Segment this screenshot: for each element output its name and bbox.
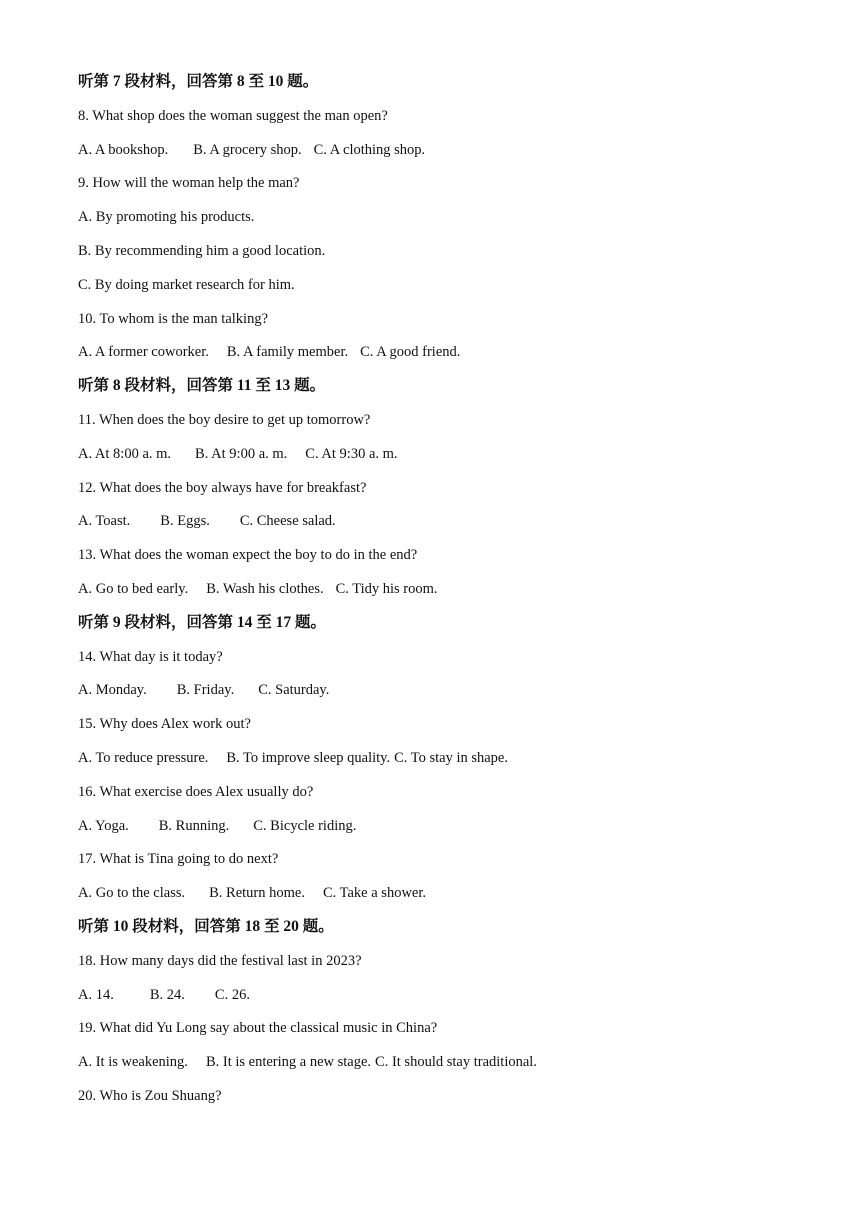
answer-option: B. A family member.	[226, 344, 349, 361]
answer-option: C. A good friend.	[360, 344, 461, 361]
answer-option: A. By promoting his products.	[78, 209, 255, 226]
question-text: 14. What day is it today?	[78, 648, 223, 665]
question-text: 16. What exercise does Alex usually do?	[78, 783, 314, 800]
answer-option: B. By recommending him a good location.	[78, 242, 326, 259]
answer-option: A. Toast.	[78, 513, 131, 530]
question-text: 17. What is Tina going to do next?	[78, 851, 279, 868]
answer-option: A. A bookshop.	[78, 141, 169, 158]
answer-option: A. Yoga.	[78, 817, 129, 834]
answer-option: C. Tidy his room.	[335, 580, 438, 597]
options-row	[78, 511, 818, 545]
section-heading: 听第 8 段材料，回答第 11 至 13 题。	[78, 377, 326, 395]
question-text: 19. What did Yu Long say about the classical music in China?	[78, 1020, 438, 1037]
answer-option: C. Cheese salad.	[239, 513, 336, 530]
options-row	[78, 883, 818, 917]
answer-option: C. At 9:30 a. m.	[305, 445, 398, 462]
options-row	[78, 1052, 818, 1086]
question-text: 18. How many days did the festival last in 2023?	[78, 952, 362, 969]
section-heading: 听第 7 段材料，回答第 8 至 10 题。	[78, 73, 319, 90]
question-text: 9. How will the woman help the man?	[78, 175, 300, 192]
options-row	[78, 748, 818, 782]
answer-option: C. To stay in shape.	[394, 749, 508, 766]
answer-option: B. Return home.	[209, 885, 305, 902]
answer-option: C. It should stay traditional.	[375, 1054, 537, 1071]
options-row	[78, 444, 818, 478]
answer-option: C. 26.	[214, 986, 250, 1003]
options-row	[78, 140, 818, 174]
answer-option: B. Friday.	[176, 682, 235, 699]
answer-option: C. Bicycle riding.	[253, 817, 357, 834]
document-page	[78, 72, 818, 1120]
question-text: 15. Why does Alex work out?	[78, 716, 251, 733]
answer-option: C. Saturday.	[258, 682, 330, 699]
answer-option: A. Go to the class.	[78, 885, 186, 902]
answer-option: A. Monday.	[78, 682, 147, 699]
answer-option: A. It is weakening.	[78, 1054, 188, 1071]
answer-option: B. Running.	[158, 817, 230, 834]
answer-option: A. 14.	[78, 986, 114, 1003]
options-row	[78, 579, 818, 613]
answer-option: A. At 8:00 a. m.	[78, 445, 172, 462]
options-row	[78, 985, 818, 1019]
question-text: 10. To whom is the man talking?	[78, 310, 269, 327]
answer-option: A. Go to bed early.	[78, 580, 189, 597]
question-text: 8. What shop does the woman suggest the man open?	[78, 107, 388, 124]
answer-option: B. Eggs.	[160, 513, 210, 530]
question-text: 12. What does the boy always have for breakfast?	[78, 479, 367, 496]
answer-option: B. It is entering a new stage.	[205, 1054, 372, 1071]
answer-option: B. To improve sleep quality.	[226, 749, 391, 766]
answer-option: C. Take a shower.	[322, 885, 426, 902]
answer-option: A. To reduce pressure.	[78, 749, 209, 766]
answer-option: A. A former coworker.	[78, 344, 209, 361]
options-row	[78, 680, 818, 714]
answer-option: B. At 9:00 a. m.	[195, 445, 288, 462]
answer-option: B. 24.	[149, 986, 185, 1003]
question-text: 13. What does the woman expect the boy to do in the end?	[78, 547, 418, 564]
options-row	[78, 342, 818, 376]
answer-option: C. By doing market research for him.	[78, 276, 295, 293]
question-text: 20. Who is Zou Shuang?	[78, 1087, 222, 1104]
options-row	[78, 816, 818, 850]
question-text: 11. When does the boy desire to get up tomorrow?	[78, 411, 371, 428]
answer-option: B. A grocery shop.	[193, 141, 302, 158]
answer-option: B. Wash his clothes.	[206, 580, 324, 597]
section-heading: 听第 10 段材料，回答第 18 至 20 题。	[78, 917, 334, 935]
answer-option: C. A clothing shop.	[313, 141, 426, 158]
section-heading: 听第 9 段材料，回答第 14 至 17 题。	[78, 613, 327, 631]
